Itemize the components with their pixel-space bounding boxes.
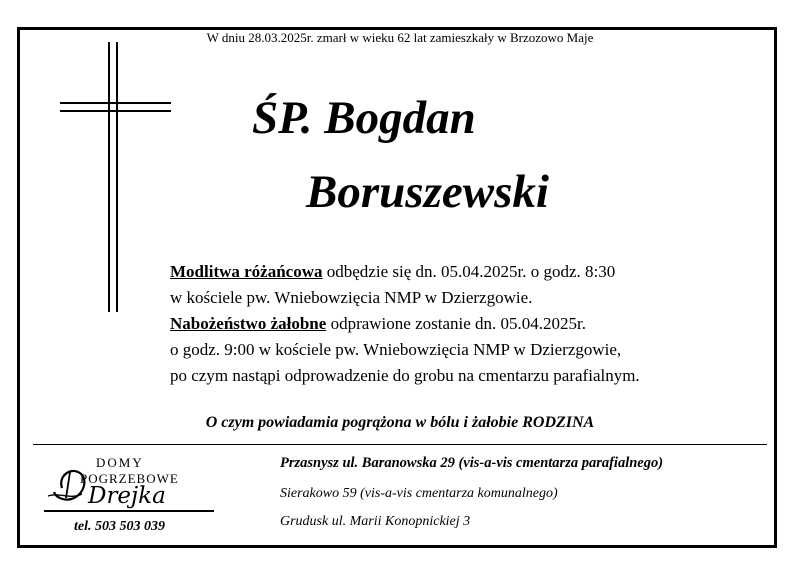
- deceased-surname: Boruszewski: [306, 166, 549, 218]
- address-grudusk: Grudusk ul. Marii Konopnickiej 3: [280, 514, 471, 529]
- death-notice-line: W dniu 28.03.2025r. zmarł w wieku 62 lat zamieszkały w Brzozowo Maje: [206, 30, 594, 45]
- funeral-home-phone: tel. 503 503 039: [74, 519, 165, 534]
- funeral-line-1: Nabożeństwo żałobne odprawione zostanie dn. 05.04.2025r.: [170, 314, 586, 333]
- divider: [33, 444, 767, 445]
- rosary-label: Modlitwa różańcowa: [170, 262, 323, 281]
- ceremony-details: [170, 259, 640, 389]
- rosary-line-1: Modlitwa różańcowa odbędzie się dn. 05.04.2025r. o godz. 8:30: [170, 262, 616, 281]
- logo-text-pogrzebowe: POGRZEBOWE: [80, 471, 179, 486]
- deceased-first-name: ŚP. Bogdan: [252, 92, 476, 144]
- address-przasnysz: Przasnysz ul. Baranowska 29 (vis-a-vis cmentarza parafialnego): [280, 455, 664, 471]
- family-note: O czym powiadamia pogrążona w bólu i żałobie RODZINA: [205, 414, 595, 431]
- funeral-line-3: po czym nastąpi odprowadzenie do grobu na cmentarzu parafialnym.: [170, 366, 640, 385]
- logo-text-domy: DOMY: [96, 455, 144, 470]
- rosary-line-2: w kościele pw. Wniebowzięcia NMP w Dzierzgowie.: [170, 288, 533, 307]
- logo-text-name: Drejka: [88, 483, 166, 509]
- address-sierakowo: Sierakowo 59 (vis-a-vis cmentarza komunalnego): [280, 486, 558, 501]
- funeral-label: Nabożeństwo żałobne: [170, 314, 327, 333]
- logo-underline: [44, 510, 214, 512]
- funeral-line-2: o godz. 9:00 w kościele pw. Wniebowzięcia NMP w Dzierzgowie,: [170, 340, 622, 359]
